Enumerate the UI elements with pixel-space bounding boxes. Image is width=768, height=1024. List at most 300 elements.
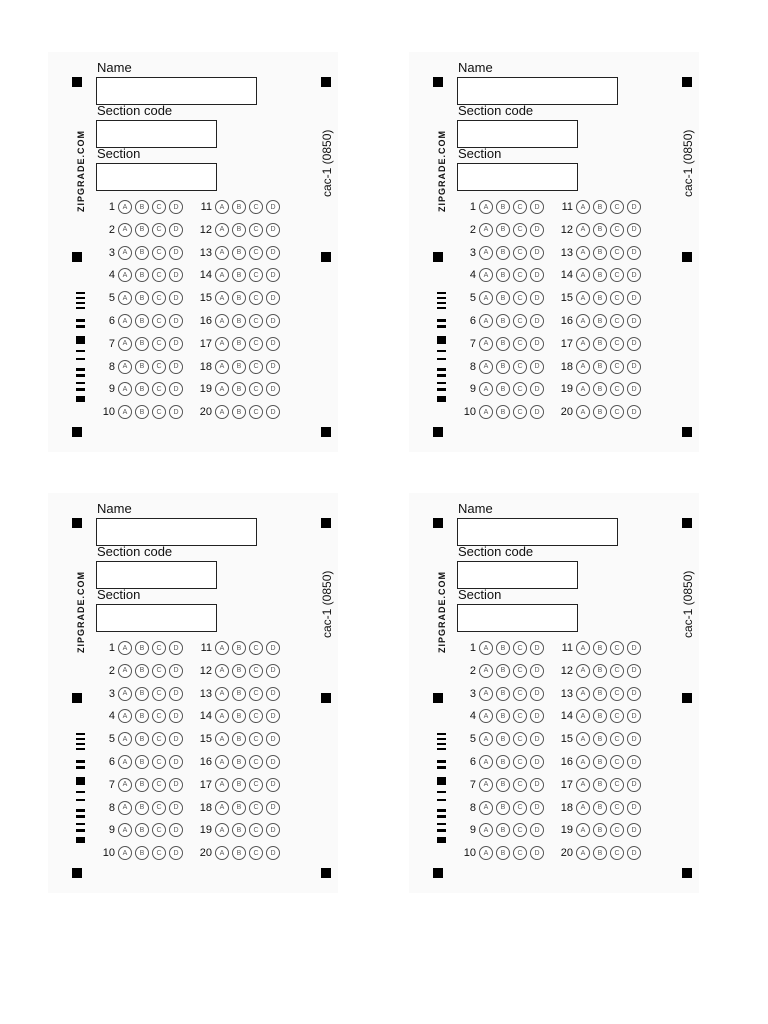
answer-bubble-d[interactable]: D (627, 732, 641, 746)
answer-bubble-b[interactable]: B (232, 823, 246, 837)
answer-bubble-d[interactable]: D (169, 360, 183, 374)
section-code-field[interactable] (457, 120, 578, 148)
answer-bubble-b[interactable]: B (135, 732, 149, 746)
answer-bubble-c[interactable]: C (610, 268, 624, 282)
answer-bubble-d[interactable]: D (169, 846, 183, 860)
answer-bubble-d[interactable]: D (530, 360, 544, 374)
answer-bubble-a[interactable]: A (479, 846, 493, 860)
answer-bubble-d[interactable]: D (627, 291, 641, 305)
answer-bubble-c[interactable]: C (249, 291, 263, 305)
section-code-field[interactable] (96, 561, 217, 589)
answer-bubble-d[interactable]: D (627, 664, 641, 678)
answer-bubble-d[interactable]: D (530, 687, 544, 701)
answer-bubble-c[interactable]: C (513, 778, 527, 792)
answer-bubble-b[interactable]: B (135, 405, 149, 419)
answer-bubble-a[interactable]: A (479, 382, 493, 396)
answer-bubble-d[interactable]: D (627, 246, 641, 260)
answer-bubble-c[interactable]: C (152, 801, 166, 815)
answer-bubble-a[interactable]: A (576, 732, 590, 746)
answer-bubble-a[interactable]: A (479, 732, 493, 746)
answer-bubble-a[interactable]: A (576, 200, 590, 214)
answer-bubble-d[interactable]: D (627, 200, 641, 214)
answer-bubble-b[interactable]: B (496, 337, 510, 351)
answer-bubble-c[interactable]: C (249, 268, 263, 282)
answer-bubble-d[interactable]: D (266, 268, 280, 282)
answer-bubble-c[interactable]: C (249, 246, 263, 260)
answer-bubble-b[interactable]: B (496, 268, 510, 282)
answer-bubble-a[interactable]: A (118, 801, 132, 815)
answer-bubble-d[interactable]: D (627, 405, 641, 419)
answer-bubble-b[interactable]: B (232, 382, 246, 396)
answer-bubble-c[interactable]: C (249, 801, 263, 815)
answer-bubble-d[interactable]: D (627, 314, 641, 328)
answer-bubble-b[interactable]: B (135, 360, 149, 374)
answer-bubble-b[interactable]: B (593, 405, 607, 419)
answer-bubble-a[interactable]: A (576, 337, 590, 351)
answer-bubble-a[interactable]: A (576, 314, 590, 328)
section-field[interactable] (457, 163, 578, 191)
answer-bubble-c[interactable]: C (152, 778, 166, 792)
answer-bubble-c[interactable]: C (249, 314, 263, 328)
answer-bubble-b[interactable]: B (496, 664, 510, 678)
answer-bubble-a[interactable]: A (215, 246, 229, 260)
answer-bubble-a[interactable]: A (215, 709, 229, 723)
answer-bubble-a[interactable]: A (215, 641, 229, 655)
answer-bubble-d[interactable]: D (627, 223, 641, 237)
answer-bubble-a[interactable]: A (576, 664, 590, 678)
answer-bubble-b[interactable]: B (593, 337, 607, 351)
answer-bubble-b[interactable]: B (496, 687, 510, 701)
answer-bubble-c[interactable]: C (249, 382, 263, 396)
answer-bubble-d[interactable]: D (266, 641, 280, 655)
answer-bubble-c[interactable]: C (610, 664, 624, 678)
answer-bubble-a[interactable]: A (118, 223, 132, 237)
answer-bubble-a[interactable]: A (118, 687, 132, 701)
section-code-field[interactable] (457, 561, 578, 589)
answer-bubble-c[interactable]: C (513, 223, 527, 237)
answer-bubble-b[interactable]: B (593, 846, 607, 860)
answer-bubble-a[interactable]: A (479, 664, 493, 678)
answer-bubble-d[interactable]: D (266, 314, 280, 328)
answer-bubble-a[interactable]: A (118, 823, 132, 837)
answer-bubble-d[interactable]: D (266, 223, 280, 237)
answer-bubble-b[interactable]: B (232, 291, 246, 305)
answer-bubble-b[interactable]: B (496, 223, 510, 237)
answer-bubble-a[interactable]: A (479, 360, 493, 374)
answer-bubble-b[interactable]: B (135, 687, 149, 701)
answer-bubble-d[interactable]: D (530, 337, 544, 351)
answer-bubble-b[interactable]: B (593, 641, 607, 655)
answer-bubble-d[interactable]: D (169, 314, 183, 328)
answer-bubble-c[interactable]: C (610, 246, 624, 260)
answer-bubble-b[interactable]: B (496, 641, 510, 655)
answer-bubble-a[interactable]: A (118, 405, 132, 419)
answer-bubble-a[interactable]: A (479, 405, 493, 419)
answer-bubble-c[interactable]: C (249, 846, 263, 860)
answer-bubble-a[interactable]: A (479, 246, 493, 260)
answer-bubble-b[interactable]: B (593, 823, 607, 837)
answer-bubble-b[interactable]: B (593, 291, 607, 305)
answer-bubble-b[interactable]: B (232, 246, 246, 260)
answer-bubble-a[interactable]: A (215, 314, 229, 328)
answer-bubble-a[interactable]: A (479, 801, 493, 815)
answer-bubble-d[interactable]: D (266, 664, 280, 678)
answer-bubble-a[interactable]: A (576, 801, 590, 815)
answer-bubble-c[interactable]: C (610, 778, 624, 792)
answer-bubble-a[interactable]: A (576, 687, 590, 701)
answer-bubble-d[interactable]: D (266, 823, 280, 837)
answer-bubble-d[interactable]: D (266, 360, 280, 374)
answer-bubble-c[interactable]: C (513, 846, 527, 860)
answer-bubble-b[interactable]: B (135, 664, 149, 678)
answer-bubble-a[interactable]: A (118, 641, 132, 655)
answer-bubble-b[interactable]: B (593, 732, 607, 746)
answer-bubble-b[interactable]: B (135, 801, 149, 815)
answer-bubble-d[interactable]: D (169, 732, 183, 746)
answer-bubble-c[interactable]: C (152, 846, 166, 860)
answer-bubble-d[interactable]: D (266, 382, 280, 396)
answer-bubble-d[interactable]: D (169, 405, 183, 419)
answer-bubble-d[interactable]: D (266, 291, 280, 305)
answer-bubble-a[interactable]: A (479, 291, 493, 305)
answer-bubble-d[interactable]: D (627, 823, 641, 837)
answer-bubble-c[interactable]: C (249, 664, 263, 678)
answer-bubble-a[interactable]: A (215, 337, 229, 351)
name-field[interactable] (457, 518, 618, 546)
answer-bubble-c[interactable]: C (249, 823, 263, 837)
answer-bubble-b[interactable]: B (496, 778, 510, 792)
answer-bubble-c[interactable]: C (249, 337, 263, 351)
answer-bubble-c[interactable]: C (249, 200, 263, 214)
answer-bubble-a[interactable]: A (576, 641, 590, 655)
answer-bubble-c[interactable]: C (152, 732, 166, 746)
answer-bubble-a[interactable]: A (215, 223, 229, 237)
answer-bubble-d[interactable]: D (530, 732, 544, 746)
answer-bubble-b[interactable]: B (593, 755, 607, 769)
answer-bubble-c[interactable]: C (152, 687, 166, 701)
answer-bubble-d[interactable]: D (266, 846, 280, 860)
answer-bubble-c[interactable]: C (610, 709, 624, 723)
answer-bubble-a[interactable]: A (215, 405, 229, 419)
answer-bubble-c[interactable]: C (513, 801, 527, 815)
answer-bubble-d[interactable]: D (530, 755, 544, 769)
answer-bubble-b[interactable]: B (593, 664, 607, 678)
answer-bubble-c[interactable]: C (152, 755, 166, 769)
answer-bubble-b[interactable]: B (135, 709, 149, 723)
answer-bubble-d[interactable]: D (530, 291, 544, 305)
answer-bubble-c[interactable]: C (610, 291, 624, 305)
answer-bubble-d[interactable]: D (169, 200, 183, 214)
answer-bubble-a[interactable]: A (118, 846, 132, 860)
name-field[interactable] (96, 518, 257, 546)
answer-bubble-c[interactable]: C (152, 200, 166, 214)
answer-bubble-b[interactable]: B (496, 291, 510, 305)
answer-bubble-d[interactable]: D (530, 709, 544, 723)
answer-bubble-d[interactable]: D (627, 778, 641, 792)
answer-bubble-a[interactable]: A (118, 314, 132, 328)
answer-bubble-c[interactable]: C (610, 337, 624, 351)
answer-bubble-d[interactable]: D (530, 823, 544, 837)
answer-bubble-b[interactable]: B (135, 778, 149, 792)
answer-bubble-b[interactable]: B (232, 268, 246, 282)
answer-bubble-b[interactable]: B (232, 223, 246, 237)
answer-bubble-b[interactable]: B (232, 664, 246, 678)
answer-bubble-a[interactable]: A (576, 405, 590, 419)
answer-bubble-a[interactable]: A (479, 709, 493, 723)
answer-bubble-d[interactable]: D (530, 314, 544, 328)
answer-bubble-d[interactable]: D (530, 223, 544, 237)
section-code-field[interactable] (96, 120, 217, 148)
answer-bubble-d[interactable]: D (266, 755, 280, 769)
answer-bubble-a[interactable]: A (118, 732, 132, 746)
answer-bubble-d[interactable]: D (169, 687, 183, 701)
answer-bubble-d[interactable]: D (169, 801, 183, 815)
answer-bubble-b[interactable]: B (496, 405, 510, 419)
answer-bubble-d[interactable]: D (266, 687, 280, 701)
answer-bubble-b[interactable]: B (135, 337, 149, 351)
answer-bubble-a[interactable]: A (576, 291, 590, 305)
answer-bubble-c[interactable]: C (249, 405, 263, 419)
answer-bubble-d[interactable]: D (530, 246, 544, 260)
answer-bubble-a[interactable]: A (576, 268, 590, 282)
answer-bubble-b[interactable]: B (232, 801, 246, 815)
answer-bubble-c[interactable]: C (610, 360, 624, 374)
answer-bubble-b[interactable]: B (232, 360, 246, 374)
answer-bubble-c[interactable]: C (513, 337, 527, 351)
answer-bubble-a[interactable]: A (215, 801, 229, 815)
answer-bubble-d[interactable]: D (627, 755, 641, 769)
answer-bubble-b[interactable]: B (135, 223, 149, 237)
answer-bubble-a[interactable]: A (215, 732, 229, 746)
answer-bubble-c[interactable]: C (513, 200, 527, 214)
answer-bubble-d[interactable]: D (169, 246, 183, 260)
answer-bubble-a[interactable]: A (479, 223, 493, 237)
answer-bubble-b[interactable]: B (232, 405, 246, 419)
answer-bubble-b[interactable]: B (496, 755, 510, 769)
answer-bubble-b[interactable]: B (593, 382, 607, 396)
answer-bubble-b[interactable]: B (496, 801, 510, 815)
answer-bubble-c[interactable]: C (249, 360, 263, 374)
answer-bubble-b[interactable]: B (496, 200, 510, 214)
answer-bubble-a[interactable]: A (576, 846, 590, 860)
answer-bubble-d[interactable]: D (169, 778, 183, 792)
answer-bubble-d[interactable]: D (169, 268, 183, 282)
answer-bubble-a[interactable]: A (118, 382, 132, 396)
answer-bubble-d[interactable]: D (266, 778, 280, 792)
answer-bubble-b[interactable]: B (232, 755, 246, 769)
answer-bubble-d[interactable]: D (530, 200, 544, 214)
answer-bubble-c[interactable]: C (513, 268, 527, 282)
section-field[interactable] (96, 604, 217, 632)
answer-bubble-d[interactable]: D (266, 337, 280, 351)
answer-bubble-c[interactable]: C (152, 246, 166, 260)
answer-bubble-c[interactable]: C (249, 755, 263, 769)
answer-bubble-c[interactable]: C (513, 314, 527, 328)
answer-bubble-b[interactable]: B (496, 823, 510, 837)
answer-bubble-c[interactable]: C (249, 223, 263, 237)
answer-bubble-c[interactable]: C (610, 687, 624, 701)
answer-bubble-c[interactable]: C (249, 687, 263, 701)
answer-bubble-c[interactable]: C (513, 291, 527, 305)
answer-bubble-b[interactable]: B (232, 687, 246, 701)
answer-bubble-d[interactable]: D (266, 709, 280, 723)
answer-bubble-d[interactable]: D (266, 732, 280, 746)
answer-bubble-d[interactable]: D (169, 823, 183, 837)
answer-bubble-c[interactable]: C (152, 664, 166, 678)
answer-bubble-c[interactable]: C (249, 778, 263, 792)
answer-bubble-c[interactable]: C (152, 823, 166, 837)
answer-bubble-b[interactable]: B (593, 801, 607, 815)
answer-bubble-a[interactable]: A (215, 291, 229, 305)
answer-bubble-b[interactable]: B (232, 641, 246, 655)
answer-bubble-b[interactable]: B (496, 246, 510, 260)
answer-bubble-b[interactable]: B (135, 291, 149, 305)
answer-bubble-c[interactable]: C (513, 732, 527, 746)
answer-bubble-a[interactable]: A (215, 382, 229, 396)
answer-bubble-a[interactable]: A (479, 755, 493, 769)
answer-bubble-a[interactable]: A (118, 337, 132, 351)
answer-bubble-c[interactable]: C (513, 382, 527, 396)
answer-bubble-b[interactable]: B (496, 846, 510, 860)
answer-bubble-c[interactable]: C (152, 382, 166, 396)
answer-bubble-a[interactable]: A (215, 687, 229, 701)
answer-bubble-b[interactable]: B (593, 223, 607, 237)
answer-bubble-c[interactable]: C (610, 223, 624, 237)
answer-bubble-a[interactable]: A (576, 823, 590, 837)
answer-bubble-b[interactable]: B (232, 314, 246, 328)
answer-bubble-b[interactable]: B (232, 200, 246, 214)
answer-bubble-a[interactable]: A (479, 823, 493, 837)
answer-bubble-c[interactable]: C (513, 709, 527, 723)
answer-bubble-b[interactable]: B (593, 360, 607, 374)
answer-bubble-c[interactable]: C (610, 755, 624, 769)
name-field[interactable] (457, 77, 618, 105)
answer-bubble-a[interactable]: A (118, 709, 132, 723)
answer-bubble-c[interactable]: C (513, 664, 527, 678)
answer-bubble-c[interactable]: C (152, 314, 166, 328)
answer-bubble-d[interactable]: D (530, 778, 544, 792)
answer-bubble-a[interactable]: A (576, 382, 590, 396)
answer-bubble-c[interactable]: C (513, 360, 527, 374)
answer-bubble-c[interactable]: C (152, 405, 166, 419)
answer-bubble-a[interactable]: A (479, 641, 493, 655)
answer-bubble-d[interactable]: D (627, 687, 641, 701)
answer-bubble-b[interactable]: B (593, 687, 607, 701)
answer-bubble-c[interactable]: C (513, 755, 527, 769)
answer-bubble-b[interactable]: B (135, 246, 149, 260)
answer-bubble-d[interactable]: D (169, 382, 183, 396)
answer-bubble-d[interactable]: D (530, 405, 544, 419)
answer-bubble-d[interactable]: D (627, 846, 641, 860)
answer-bubble-d[interactable]: D (530, 641, 544, 655)
answer-bubble-c[interactable]: C (513, 687, 527, 701)
answer-bubble-a[interactable]: A (576, 246, 590, 260)
answer-bubble-a[interactable]: A (576, 778, 590, 792)
answer-bubble-b[interactable]: B (593, 200, 607, 214)
section-field[interactable] (96, 163, 217, 191)
answer-bubble-b[interactable]: B (496, 732, 510, 746)
answer-bubble-b[interactable]: B (135, 755, 149, 769)
answer-bubble-a[interactable]: A (479, 268, 493, 282)
answer-bubble-d[interactable]: D (266, 246, 280, 260)
answer-bubble-d[interactable]: D (266, 801, 280, 815)
answer-bubble-b[interactable]: B (135, 382, 149, 396)
answer-bubble-c[interactable]: C (610, 314, 624, 328)
answer-bubble-b[interactable]: B (135, 314, 149, 328)
answer-bubble-d[interactable]: D (627, 360, 641, 374)
answer-bubble-a[interactable]: A (215, 664, 229, 678)
answer-bubble-a[interactable]: A (118, 268, 132, 282)
answer-bubble-a[interactable]: A (215, 200, 229, 214)
answer-bubble-d[interactable]: D (530, 846, 544, 860)
answer-bubble-b[interactable]: B (496, 709, 510, 723)
answer-bubble-d[interactable]: D (266, 405, 280, 419)
answer-bubble-c[interactable]: C (513, 246, 527, 260)
answer-bubble-a[interactable]: A (479, 687, 493, 701)
answer-bubble-c[interactable]: C (610, 846, 624, 860)
answer-bubble-c[interactable]: C (513, 405, 527, 419)
answer-bubble-c[interactable]: C (610, 732, 624, 746)
answer-bubble-c[interactable]: C (152, 291, 166, 305)
answer-bubble-b[interactable]: B (593, 314, 607, 328)
answer-bubble-b[interactable]: B (232, 778, 246, 792)
answer-bubble-a[interactable]: A (576, 709, 590, 723)
answer-bubble-a[interactable]: A (479, 200, 493, 214)
answer-bubble-d[interactable]: D (530, 664, 544, 678)
answer-bubble-c[interactable]: C (610, 823, 624, 837)
answer-bubble-b[interactable]: B (135, 200, 149, 214)
answer-bubble-b[interactable]: B (593, 268, 607, 282)
answer-bubble-c[interactable]: C (249, 709, 263, 723)
answer-bubble-a[interactable]: A (118, 246, 132, 260)
answer-bubble-a[interactable]: A (118, 291, 132, 305)
answer-bubble-a[interactable]: A (479, 778, 493, 792)
answer-bubble-c[interactable]: C (513, 823, 527, 837)
answer-bubble-a[interactable]: A (215, 823, 229, 837)
answer-bubble-c[interactable]: C (152, 337, 166, 351)
answer-bubble-b[interactable]: B (496, 314, 510, 328)
answer-bubble-a[interactable]: A (118, 200, 132, 214)
answer-bubble-c[interactable]: C (152, 223, 166, 237)
answer-bubble-c[interactable]: C (249, 641, 263, 655)
answer-bubble-a[interactable]: A (118, 360, 132, 374)
answer-bubble-c[interactable]: C (513, 641, 527, 655)
answer-bubble-a[interactable]: A (479, 314, 493, 328)
answer-bubble-b[interactable]: B (135, 641, 149, 655)
answer-bubble-d[interactable]: D (169, 223, 183, 237)
answer-bubble-d[interactable]: D (169, 641, 183, 655)
answer-bubble-d[interactable]: D (627, 337, 641, 351)
answer-bubble-c[interactable]: C (249, 732, 263, 746)
answer-bubble-a[interactable]: A (215, 755, 229, 769)
name-field[interactable] (96, 77, 257, 105)
answer-bubble-d[interactable]: D (530, 801, 544, 815)
answer-bubble-a[interactable]: A (576, 223, 590, 237)
answer-bubble-c[interactable]: C (610, 405, 624, 419)
answer-bubble-b[interactable]: B (496, 360, 510, 374)
answer-bubble-b[interactable]: B (593, 246, 607, 260)
answer-bubble-a[interactable]: A (118, 755, 132, 769)
answer-bubble-c[interactable]: C (152, 360, 166, 374)
answer-bubble-b[interactable]: B (135, 846, 149, 860)
section-field[interactable] (457, 604, 578, 632)
answer-bubble-d[interactable]: D (169, 709, 183, 723)
answer-bubble-b[interactable]: B (593, 778, 607, 792)
answer-bubble-a[interactable]: A (118, 778, 132, 792)
answer-bubble-c[interactable]: C (610, 641, 624, 655)
answer-bubble-d[interactable]: D (627, 801, 641, 815)
answer-bubble-d[interactable]: D (530, 268, 544, 282)
